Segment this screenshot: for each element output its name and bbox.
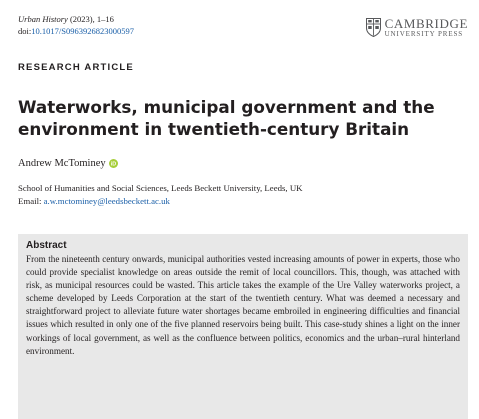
- journal-details: (2023), 1–16: [67, 14, 114, 24]
- email-label: Email:: [18, 196, 44, 206]
- publisher-text: [385, 17, 468, 38]
- page-header: [18, 14, 468, 44]
- cambridge-crest-icon: [366, 18, 381, 37]
- journal-name: Urban History: [18, 14, 68, 24]
- article-title: Waterworks, municipal government and the environment in twentieth-century Britain: [18, 97, 435, 139]
- abstract-heading: Abstract: [26, 240, 67, 251]
- doi-line: [18, 26, 134, 37]
- email-link[interactable]: a.w.mctominey@leedsbeckett.ac.uk: [43, 196, 170, 206]
- article-type-label: RESEARCH ARTICLE: [18, 62, 134, 73]
- orcid-icon[interactable]: [109, 159, 118, 168]
- journal-citation: [18, 14, 114, 25]
- doi-prefix: doi:: [18, 26, 32, 36]
- author-line: [18, 157, 118, 170]
- publisher-name: CAMBRIDGE: [384, 15, 468, 31]
- abstract-box: [18, 234, 468, 419]
- publisher-subtitle: UNIVERSITY PRESS: [384, 29, 464, 38]
- author-name: Andrew McTominey: [18, 158, 106, 169]
- abstract-text: From the nineteenth century onwards, municipal authorities vested increasing amounts of power in experts, those who could provide specialist knowledge on areas outside the remit of local councillors. This, though, was attached with risk, as municipal resources could be wasted. This article takes the example of the Ure Valley waterworks project, a scheme developed by Leeds Corporation at the start of the twentieth century. What was deemed a necessary and straightforward project to alleviate future water shortages became embroiled in engineering difficulties and financial issues which resulted in only one of the five planned reservoirs being built. This case-study shines a light on the inner workings of local government, as well as the confluence between politics, economics and the urban–rural hinterland environment.: [26, 254, 460, 356]
- author-affiliation: School of Humanities and Social Sciences, Leeds Beckett University, Leeds, UK: [18, 183, 303, 193]
- svg-text:iD: iD: [110, 161, 116, 168]
- publisher-logo: [366, 14, 468, 40]
- doi-link[interactable]: 10.1017/S0963926823000597: [31, 26, 134, 36]
- author-email-line: [18, 195, 170, 207]
